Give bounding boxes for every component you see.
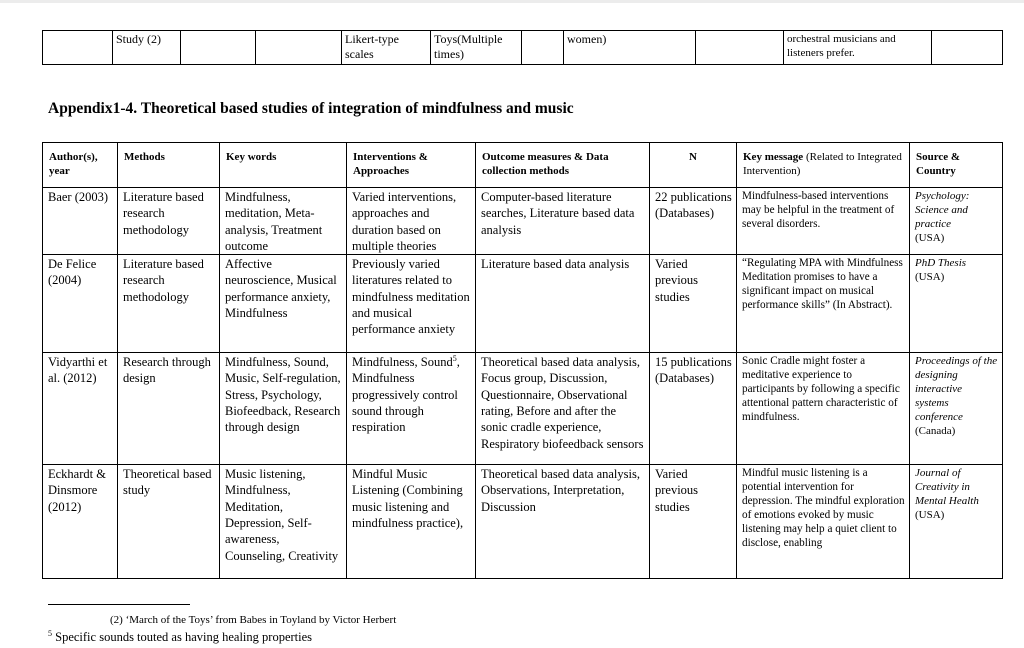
source-country: (Canada) [915,425,956,438]
col-header-key-message [737,143,910,188]
cell-interventions [347,353,476,465]
table-cell: Study (2) [113,31,181,65]
cell-methods: Literature based research methodology [118,255,220,353]
cell-interventions: Previously varied literatures related to mindfulness meditation and musical performance anxiety [347,255,476,353]
interventions-text: Mindfulness, Sound [352,355,453,370]
table-cell [181,31,256,65]
source-country: (USA) [915,509,945,522]
col-header-n: N [650,143,737,188]
cell-outcome: Theoretical based data analysis, Focus group, Discussion, Questionnaire, Observational rating, Before and after the sonic cradle experience, Respiratory biofeedback sensors [476,353,650,465]
table-cell: Toys(Multiple times) [431,31,522,65]
cell-source [910,465,1003,579]
cell-author: De Felice (2004) [43,255,118,353]
key-message-sub: (Related to Integrated Intervention) [743,151,902,177]
footnote-divider [48,604,190,605]
cell-source [910,255,1003,353]
cell-keywords: Mindfulness, Sound, Music, Self-regulation, Stress, Psychology, Biofeedback, Research through design [220,353,347,465]
studies-table [42,142,1003,579]
cell-interventions: Varied interventions, approaches and duration based on multiple theories [347,188,476,255]
source-name: Psychology: Science and practice [915,190,970,230]
col-header-outcome: Outcome measures & Data collection methods [476,143,650,188]
cell-keywords: Music listening, Mindfulness, Meditation, Depression, Self-awareness, Counseling, Creativity [220,465,347,579]
footnote-text: Specific sounds touted as having healing properties [52,630,313,645]
cell-methods: Theoretical based study [118,465,220,579]
cell-source [910,188,1003,255]
footnote-ref: 5 [452,354,457,364]
table-cell [522,31,564,65]
table-header-row [43,143,1003,188]
table-cell: Likert-type scales [342,31,431,65]
cell-interventions: Mindful Music Listening (Combining music listening and mindfulness practice), [347,465,476,579]
cell-outcome: Theoretical based data analysis, Observations, Interpretation, Discussion [476,465,650,579]
cell-key-message: Mindful music listening is a potential intervention for depression. The mindful exploration of emotions evoked by music listening may help a quiet client to disclose, enabling [737,465,910,579]
table-cell: orchestral musicians and listeners prefer. [784,31,932,65]
footnote-2: (2) ‘March of the Toys’ from Babes in Toyland by Victor Herbert [110,614,397,626]
key-message-label: Key message [743,151,804,163]
col-header-interventions: Interventions & Approaches [347,143,476,188]
table-cell [696,31,784,65]
cell-author: Eckhardt & Dinsmore (2012) [43,465,118,579]
col-header-keywords: Key words [220,143,347,188]
cell-key-message: “Regulating MPA with Mindfulness Meditation promises to have a significant impact on musical performance skills” (In Abstract). [737,255,910,353]
cell-key-message: Mindfulness-based interventions may be helpful in the treatment of several disorders. [737,188,910,255]
table-cell [43,31,113,65]
viewer-top-border [0,0,1024,3]
table-cell [932,31,1003,65]
col-header-methods: Methods [118,143,220,188]
col-header-author: Author(s), year [43,143,118,188]
cell-methods: Research through design [118,353,220,465]
cell-keywords: Mindfulness, meditation, Meta-analysis, Treatment outcome [220,188,347,255]
table-cell [256,31,342,65]
footnote-5 [48,629,312,645]
table-row [43,31,1003,65]
cell-n: 22 publications (Databases) [650,188,737,255]
cell-source [910,353,1003,465]
cell-methods: Literature based research methodology [118,188,220,255]
table-row [43,255,1003,353]
cell-author: Vidyarthi et al. (2012) [43,353,118,465]
cell-n: 15 publications (Databases) [650,353,737,465]
cell-outcome: Literature based data analysis [476,255,650,353]
cell-outcome: Computer-based literature searches, Literature based data analysis [476,188,650,255]
col-header-source: Source & Country [910,143,1003,188]
previous-table-fragment [42,30,1003,65]
cell-n: Varied previous studies [650,255,737,353]
interventions-text: , Mindfulness progressively control sound through respiration [352,355,460,435]
source-name: Proceedings of the designing interactive systems conference [915,355,998,424]
source-country: (USA) [915,271,945,284]
cell-keywords: Affective neuroscience, Musical performance anxiety, Mindfulness [220,255,347,353]
table-row [43,465,1003,579]
table-row [43,188,1003,255]
footnote-mark: 5 [48,629,52,638]
source-name: Journal of Creativity in Mental Health [915,467,979,508]
table-cell: women) [564,31,696,65]
source-name: PhD Thesis [915,257,967,270]
cell-author: Baer (2003) [43,188,118,255]
cell-key-message: Sonic Cradle might foster a meditative experience to participants by following a specific attentional pattern characteristic of mindfulness. [737,353,910,465]
source-country: (USA) [915,232,945,244]
appendix-heading: Appendix1-4. Theoretical based studies of integration of mindfulness and music [48,100,574,117]
table-row [43,353,1003,465]
cell-n: Varied previous studies [650,465,737,579]
